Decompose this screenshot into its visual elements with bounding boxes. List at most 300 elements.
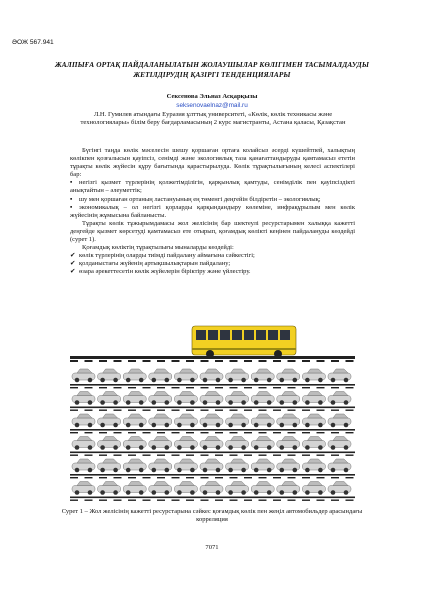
car-road-dash [244, 410, 252, 411]
car-road-dash [172, 477, 180, 478]
car-road-dash [143, 477, 151, 478]
bus-road-dash [114, 360, 122, 362]
car-road-dash [186, 432, 194, 433]
car-wheel [139, 400, 144, 405]
car-wheel [318, 378, 323, 383]
car-wheel [203, 378, 208, 383]
car-road-dash [70, 387, 78, 388]
car-wheel [293, 400, 298, 405]
car-wheel [100, 378, 105, 383]
car-road-dash [244, 500, 252, 501]
car-road-dash [273, 500, 281, 501]
car-wheel [331, 378, 336, 383]
car-road-dash [99, 432, 107, 433]
car-road-dash [143, 432, 151, 433]
car-wheel [75, 378, 80, 383]
car-road-dash [288, 455, 296, 456]
car-road-dash [273, 455, 281, 456]
car-road-dash [172, 432, 180, 433]
car-road-dash [143, 455, 151, 456]
car-road-dash [85, 500, 93, 501]
checkmark-icon: ✔ [70, 252, 76, 260]
car-road-dash [331, 477, 339, 478]
author-affiliation: Л.Н. Гумилев атындағы Еуразия ұлттық университеті, «Көлік, көлік техникасы және технологиялары» білім беру бағдарламасының 2 курс магистранты, Астана қаласы, Қазақстан [80, 111, 346, 127]
car-roof [282, 392, 297, 396]
car-road-dash [273, 432, 281, 433]
car-roof [128, 459, 143, 463]
car-road-dash [215, 455, 223, 456]
car-road-dash [244, 477, 252, 478]
car-road-dash [201, 477, 209, 478]
car-road-dash [259, 500, 267, 501]
car-wheel [152, 423, 157, 428]
car-roof [307, 482, 322, 486]
car-road-dash [99, 500, 107, 501]
car-roof [154, 482, 169, 486]
car-wheel [165, 490, 170, 495]
car-wheel [75, 490, 80, 495]
car-roof [154, 459, 169, 463]
car-road-dash [331, 387, 339, 388]
car-wheel [293, 490, 298, 495]
car-road-dash [201, 387, 209, 388]
car-roof [307, 414, 322, 418]
car-wheel [344, 445, 349, 450]
car-roof [307, 459, 322, 463]
car-road-line [70, 474, 355, 476]
bus-road-dash [302, 360, 310, 362]
car-wheel [228, 378, 233, 383]
bus-window [268, 330, 278, 340]
car-road-dash [346, 477, 354, 478]
car-roof [307, 369, 322, 373]
car-roof [154, 392, 169, 396]
bus-road-dash [244, 360, 252, 362]
bus-window [256, 330, 266, 340]
car-roof [333, 437, 348, 441]
car-road-dash [215, 432, 223, 433]
car-wheel [280, 378, 285, 383]
car-wheel [139, 445, 144, 450]
car-wheel [305, 490, 310, 495]
car-road-dash [244, 387, 252, 388]
bus-road-dash [215, 360, 223, 362]
bullet-icon: ▪ [70, 195, 73, 203]
author-email-link[interactable]: seksenovaelnaz@mail.ru [176, 102, 248, 109]
car-wheel [216, 490, 221, 495]
car-road-dash [331, 410, 339, 411]
car-road-dash [186, 410, 194, 411]
car-wheel [305, 445, 310, 450]
car-road-dash [201, 455, 209, 456]
car-road-line [70, 497, 355, 499]
car-wheel [254, 445, 259, 450]
car-road-dash [302, 387, 310, 388]
car-roof [256, 437, 271, 441]
bus-wheel [274, 350, 282, 358]
car-road-dash [259, 410, 267, 411]
car-roof [103, 437, 118, 441]
car-wheel [254, 468, 259, 473]
car-road-dash [114, 455, 122, 456]
bus-road-dash [346, 360, 354, 362]
car-wheel [190, 468, 195, 473]
car-road-dash [346, 432, 354, 433]
check-item [70, 252, 355, 260]
car-wheel [344, 468, 349, 473]
car-road-dash [128, 410, 136, 411]
car-wheel [344, 423, 349, 428]
car-wheel [318, 468, 323, 473]
car-road-dash [186, 477, 194, 478]
car-wheel [293, 468, 298, 473]
car-road-dash [288, 500, 296, 501]
car-wheel [126, 423, 131, 428]
car-wheel [216, 423, 221, 428]
car-road-line [70, 407, 355, 409]
car-wheel [305, 378, 310, 383]
car-road-dash [186, 387, 194, 388]
bus-window [232, 330, 242, 340]
car-road-dash [157, 432, 165, 433]
car-roof [77, 369, 92, 373]
car-road-dash [230, 500, 238, 501]
bus-road-dash [273, 360, 281, 362]
car-wheel [267, 490, 272, 495]
car-road-dash [143, 410, 151, 411]
car-wheel [216, 445, 221, 450]
car-roof [205, 459, 220, 463]
car-road-dash [201, 500, 209, 501]
car-road-dash [317, 410, 325, 411]
car-wheel [216, 378, 221, 383]
car-road-dash [302, 455, 310, 456]
car-road-dash [157, 477, 165, 478]
car-wheel [318, 490, 323, 495]
car-road-dash [273, 387, 281, 388]
bus-road-dash [201, 360, 209, 362]
car-wheel [254, 490, 259, 495]
car-wheel [331, 468, 336, 473]
car-road-dash [302, 500, 310, 501]
checkmark-icon: ✔ [70, 268, 76, 276]
car-wheel [254, 378, 259, 383]
car-road-dash [230, 387, 238, 388]
car-wheel [267, 445, 272, 450]
check-item [70, 268, 355, 276]
bus-stripe [192, 348, 296, 350]
car-roof [154, 414, 169, 418]
bus-window [208, 330, 218, 340]
car-road-dash [70, 455, 78, 456]
bus-road-dash [259, 360, 267, 362]
bullet-item [70, 204, 355, 220]
car-wheel [113, 378, 118, 383]
car-wheel [88, 423, 93, 428]
car-wheel [165, 445, 170, 450]
car-wheel [113, 423, 118, 428]
car-roof [205, 369, 220, 373]
car-roof [128, 414, 143, 418]
car-wheel [165, 423, 170, 428]
check-item [70, 260, 355, 268]
car-roof [256, 459, 271, 463]
car-wheel [241, 400, 246, 405]
car-road-dash [259, 477, 267, 478]
car-wheel [113, 400, 118, 405]
car-road-dash [157, 500, 165, 501]
bus-road-dash [331, 360, 339, 362]
car-wheel [203, 490, 208, 495]
car-wheel [152, 445, 157, 450]
car-road-dash [128, 432, 136, 433]
car-wheel [280, 490, 285, 495]
car-wheel [241, 445, 246, 450]
car-road-dash [331, 455, 339, 456]
car-roof [231, 437, 246, 441]
check-text: көлік түрлерінің оларды тиімді пайдалану аймағына сәйкестігі; [79, 252, 255, 260]
bus-road-dash [230, 360, 238, 362]
car-road-dash [346, 455, 354, 456]
car-roof [154, 369, 169, 373]
car-wheel [165, 468, 170, 473]
car-wheel [280, 400, 285, 405]
body-text [70, 147, 355, 277]
car-wheel [88, 445, 93, 450]
car-roof [307, 392, 322, 396]
car-road-dash [215, 410, 223, 411]
car-roof [333, 459, 348, 463]
car-road-dash [114, 500, 122, 501]
car-road-dash [99, 477, 107, 478]
car-wheel [139, 468, 144, 473]
car-roof [77, 437, 92, 441]
car-wheel [228, 445, 233, 450]
car-roof [179, 437, 194, 441]
car-road-dash [259, 432, 267, 433]
car-road-dash [172, 387, 180, 388]
paragraph-concept: Тұрақты көлік тұжырымдамасы жол желісінің бар шектеулі ресурстарымен халыққа кажетті деңгейде қызмет көрсетуді қамтамасыз ете отырып, қоғамдық көлікті кеңінен пайдалануды көздейді (сурет 1). [70, 219, 355, 244]
car-roof [128, 392, 143, 396]
car-wheel [88, 490, 93, 495]
car-road-dash [85, 455, 93, 456]
figure-caption: Сурет 1 – Жол желісінің кажетті ресурстарына сәйкес қоғамдық көлік пен жеңіл автомобильдер арасындағы корреляция [61, 508, 363, 524]
car-wheel [331, 445, 336, 450]
car-wheel [305, 423, 310, 428]
car-road-dash [128, 477, 136, 478]
car-wheel [293, 378, 298, 383]
bullet-item [70, 196, 355, 204]
figure-bus-vs-cars [70, 324, 355, 504]
checkmark-icon: ✔ [70, 260, 76, 268]
car-road-dash [230, 432, 238, 433]
car-wheel [139, 378, 144, 383]
car-road-dash [186, 455, 194, 456]
car-road-dash [201, 432, 209, 433]
car-wheel [177, 378, 182, 383]
car-wheel [75, 400, 80, 405]
car-roof [179, 482, 194, 486]
car-road-line [70, 384, 355, 386]
car-roof [103, 459, 118, 463]
car-wheel [331, 490, 336, 495]
author-name: Сексенова Эльназ Асқарқызы [166, 93, 258, 100]
bullet-icon: ▪ [70, 203, 73, 211]
car-road-dash [114, 410, 122, 411]
car-wheel [280, 445, 285, 450]
car-wheel [177, 423, 182, 428]
car-road-dash [331, 432, 339, 433]
car-road-dash [114, 387, 122, 388]
car-road-dash [302, 432, 310, 433]
car-wheel [228, 400, 233, 405]
car-roof [103, 369, 118, 373]
car-roof [333, 414, 348, 418]
car-road-dash [288, 387, 296, 388]
car-road-dash [114, 432, 122, 433]
bus-road-dash [99, 360, 107, 362]
car-wheel [241, 468, 246, 473]
bus-road-dash [128, 360, 136, 362]
car-roof [179, 459, 194, 463]
car-wheel [126, 378, 131, 383]
car-wheel [113, 490, 118, 495]
car-road-dash [215, 387, 223, 388]
car-wheel [344, 490, 349, 495]
car-wheel [241, 423, 246, 428]
car-road-dash [157, 410, 165, 411]
car-wheel [305, 468, 310, 473]
car-road-dash [288, 410, 296, 411]
car-wheel [100, 445, 105, 450]
car-wheel [113, 445, 118, 450]
car-wheel [280, 423, 285, 428]
car-wheel [241, 490, 246, 495]
car-roof [205, 392, 220, 396]
car-road-dash [172, 500, 180, 501]
car-wheel [100, 423, 105, 428]
car-wheel [100, 468, 105, 473]
car-road-dash [99, 387, 107, 388]
bullet-text: негізгі қызмет түрлерінің қолжетімділігін, қарқынлық қамтуды, сенімділік пен қауіпсіздікті анықтайтын – әлеуметтік; [70, 179, 355, 195]
car-roof [282, 437, 297, 441]
bus-wheel [206, 350, 214, 358]
car-roof [179, 369, 194, 373]
page-number: 7071 [205, 544, 219, 551]
bullet-text: шу мен қоршаған ортаның ластануының ең төменгі деңгейін білдіретін – экологиялық; [79, 195, 321, 203]
car-roof [256, 392, 271, 396]
car-road-dash [99, 410, 107, 411]
car-wheel [88, 400, 93, 405]
car-roof [333, 482, 348, 486]
check-text: қолданыстағы жүйенің артықшылықтарын пайдалану; [79, 260, 231, 268]
car-road-dash [302, 410, 310, 411]
car-roof [205, 482, 220, 486]
car-road-dash [317, 387, 325, 388]
car-wheel [113, 468, 118, 473]
car-roof [128, 437, 143, 441]
car-road-dash [259, 455, 267, 456]
car-roof [77, 414, 92, 418]
bus-window [220, 330, 230, 340]
car-road-dash [85, 410, 93, 411]
car-road-dash [128, 500, 136, 501]
car-road-dash [186, 500, 194, 501]
car-roof [205, 414, 220, 418]
car-wheel [216, 468, 221, 473]
bullet-icon: ▪ [70, 179, 73, 187]
car-roof [103, 482, 118, 486]
car-road-dash [288, 432, 296, 433]
car-road-dash [114, 477, 122, 478]
car-roof [282, 482, 297, 486]
car-roof [205, 437, 220, 441]
car-road-dash [85, 432, 93, 433]
bus-road-dash [143, 360, 151, 362]
car-road-dash [230, 455, 238, 456]
car-wheel [203, 400, 208, 405]
car-roof [282, 459, 297, 463]
bullet-text: экономикалық – ол негізгі қорларды қарқындандыру көлеміне, инфрақұрылым мен көлік жүйесінің жұмысына байланысты. [70, 203, 355, 219]
car-road-dash [172, 410, 180, 411]
car-wheel [331, 423, 336, 428]
car-wheel [75, 445, 80, 450]
udk-code: ӘОЖ 567.941 [12, 39, 54, 46]
car-wheel [254, 400, 259, 405]
car-wheel [139, 490, 144, 495]
car-roof [231, 392, 246, 396]
car-wheel [177, 468, 182, 473]
car-road-dash [259, 387, 267, 388]
car-wheel [241, 378, 246, 383]
car-road-dash [143, 500, 151, 501]
car-road-dash [157, 387, 165, 388]
car-wheel [203, 423, 208, 428]
car-road-line [70, 452, 355, 454]
car-roof [333, 369, 348, 373]
car-wheel [165, 400, 170, 405]
car-road-dash [317, 432, 325, 433]
car-roof [282, 414, 297, 418]
bus-road-dash [70, 360, 78, 362]
car-wheel [88, 378, 93, 383]
car-road-dash [70, 500, 78, 501]
car-road-dash [244, 432, 252, 433]
car-roof [231, 369, 246, 373]
car-road-dash [172, 455, 180, 456]
bus-road-dash [172, 360, 180, 362]
car-roof [256, 414, 271, 418]
car-wheel [100, 490, 105, 495]
car-roof [103, 414, 118, 418]
car-road-dash [317, 477, 325, 478]
car-road-dash [128, 387, 136, 388]
car-wheel [203, 445, 208, 450]
paragraph-list-intro: Қоғамдық көліктің тұрақтылығы мыналарды көздейді: [82, 244, 234, 252]
bus-window [280, 330, 290, 340]
car-wheel [152, 378, 157, 383]
car-roof [282, 369, 297, 373]
car-wheel [126, 490, 131, 495]
bus-road-dash [317, 360, 325, 362]
car-road-dash [317, 500, 325, 501]
car-wheel [126, 468, 131, 473]
bus-road-dash [157, 360, 165, 362]
car-wheel [152, 490, 157, 495]
car-wheel [126, 400, 131, 405]
car-road-dash [273, 477, 281, 478]
car-wheel [88, 468, 93, 473]
